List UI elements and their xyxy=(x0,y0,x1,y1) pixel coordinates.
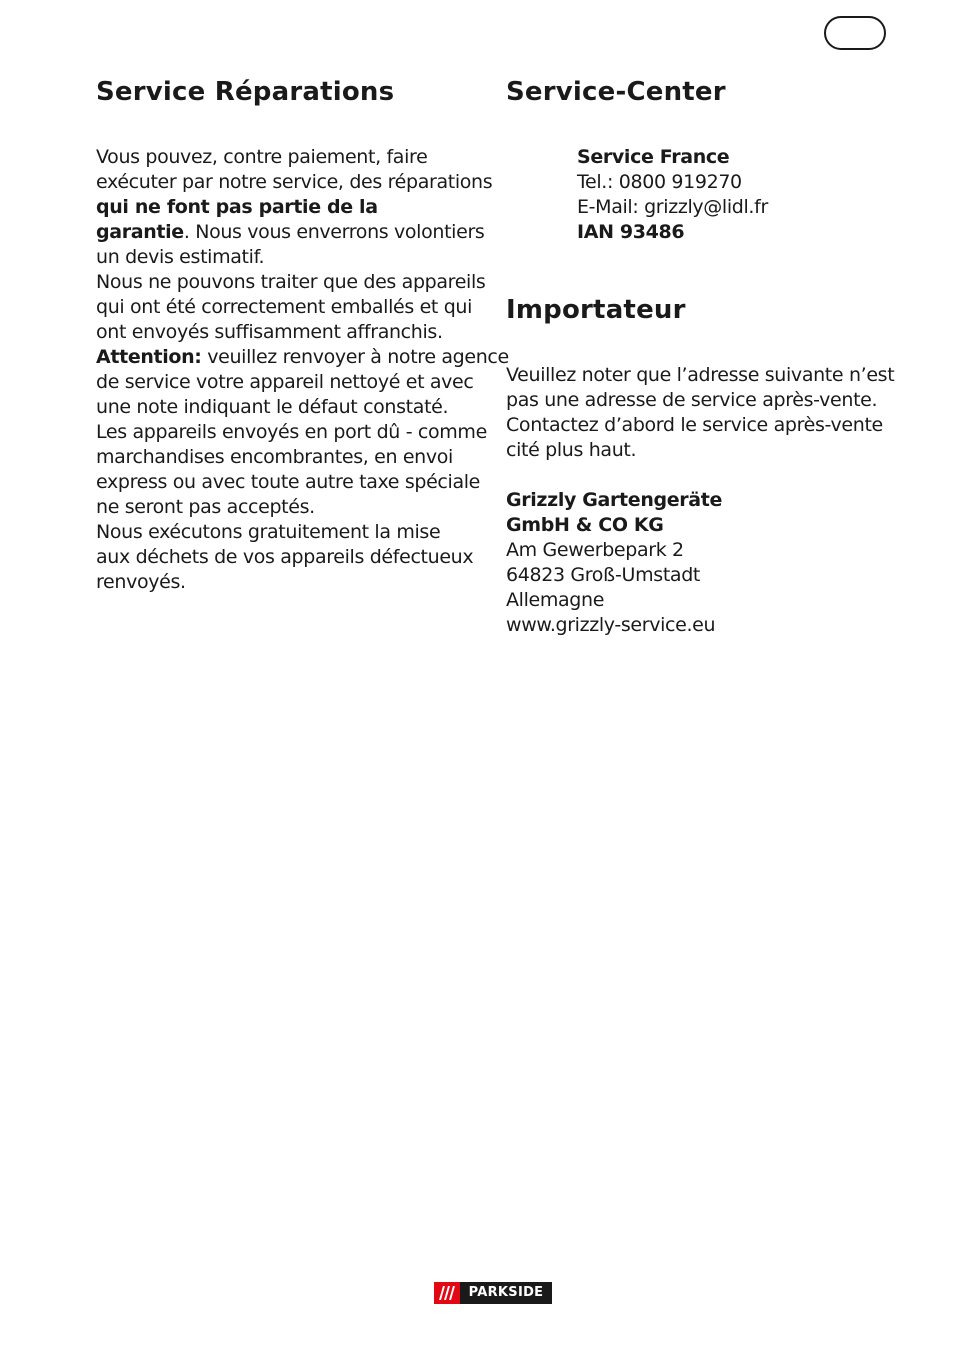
left-column xyxy=(96,72,509,595)
paragraph-line xyxy=(96,470,486,495)
text-run: marchandises encombrantes, en envoi xyxy=(96,446,453,468)
importateur-heading: Importateur xyxy=(506,295,686,325)
importer-company-line1: Grizzly Gartengeräte xyxy=(506,489,723,511)
service-center-ian: IAN 93486 xyxy=(577,221,685,243)
importer-note-line: Veuillez noter que l’adresse suivante n’est xyxy=(506,364,895,386)
text-run: Nous ne pouvons traiter que des appareils xyxy=(96,271,486,293)
service-reparations-heading: Service Réparations xyxy=(96,77,395,107)
paragraph-line xyxy=(96,520,486,545)
text-run: veuillez renvoyer à notre agence xyxy=(201,346,509,368)
text-run: Nous exécutons gratuitement la mise xyxy=(96,521,441,543)
service-reparations-body xyxy=(96,145,509,595)
bold-text: garantie xyxy=(96,221,184,243)
paragraph-line xyxy=(96,145,486,170)
paragraph-line xyxy=(96,495,486,520)
paragraph-line xyxy=(96,270,486,295)
importer-note-line: cité plus haut. xyxy=(506,439,637,461)
right-column xyxy=(506,72,895,638)
text-run: de service votre appareil nettoyé et avec xyxy=(96,371,474,393)
paragraph-line xyxy=(96,245,486,270)
parkside-logo xyxy=(434,1282,552,1304)
paragraph-line xyxy=(96,320,486,345)
paragraph-line xyxy=(96,420,486,445)
paragraph-line xyxy=(96,395,486,420)
text-run: renvoyés. xyxy=(96,571,186,593)
importer-company-line2: GmbH & CO KG xyxy=(506,514,664,536)
paragraph-line xyxy=(96,170,493,195)
text-run: ont envoyés suffisamment affranchis. xyxy=(96,321,443,343)
text-run: un devis estimatif. xyxy=(96,246,265,268)
text-run: une note indiquant le défaut constaté. xyxy=(96,396,449,418)
country-badge xyxy=(824,16,886,50)
importer-website: www.grizzly-service.eu xyxy=(506,614,716,636)
paragraph-line xyxy=(96,370,486,395)
text-run: aux déchets de vos appareils défectueux xyxy=(96,546,474,568)
bold-text: qui ne font pas partie de la xyxy=(96,196,378,218)
text-run: Les appareils envoyés en port dû - comme xyxy=(96,421,487,443)
text-run: . Nous vous enverrons volontiers xyxy=(183,221,485,243)
service-center-name: Service France xyxy=(577,146,730,168)
text-run: ne seront pas acceptés. xyxy=(96,496,315,518)
paragraph-line xyxy=(96,570,486,595)
logo-stripes-icon xyxy=(434,1282,460,1304)
service-center-email: E-Mail: grizzly@lidl.fr xyxy=(577,196,768,218)
paragraph-line xyxy=(96,545,486,570)
text-run: exécuter par notre service, des réparations xyxy=(96,171,493,193)
service-center-block xyxy=(506,145,886,245)
paragraph-line xyxy=(96,195,486,220)
importer-country: Allemagne xyxy=(506,589,605,611)
logo-text: PARKSIDE xyxy=(468,1285,544,1300)
importer-note-line: Contactez d’abord le service après-vente xyxy=(506,414,883,436)
paragraph-line xyxy=(96,345,509,370)
importer-street: Am Gewerbepark 2 xyxy=(506,539,684,561)
service-center-heading: Service-Center xyxy=(506,77,726,107)
text-run: qui ont été correctement emballés et qui xyxy=(96,296,473,318)
text-run: Vous pouvez, contre paiement, faire xyxy=(96,146,428,168)
paragraph-line xyxy=(96,220,486,245)
importer-note-line: pas une adresse de service après-vente. xyxy=(506,389,878,411)
bold-text: Attention: xyxy=(96,346,202,368)
paragraph-line xyxy=(96,445,486,470)
service-center-tel: Tel.: 0800 919270 xyxy=(577,171,742,193)
importateur-body xyxy=(506,363,895,638)
text-run: express ou avec toute autre taxe spéciale xyxy=(96,471,481,493)
importer-city: 64823 Groß-Umstadt xyxy=(506,564,701,586)
paragraph-line xyxy=(96,295,486,320)
